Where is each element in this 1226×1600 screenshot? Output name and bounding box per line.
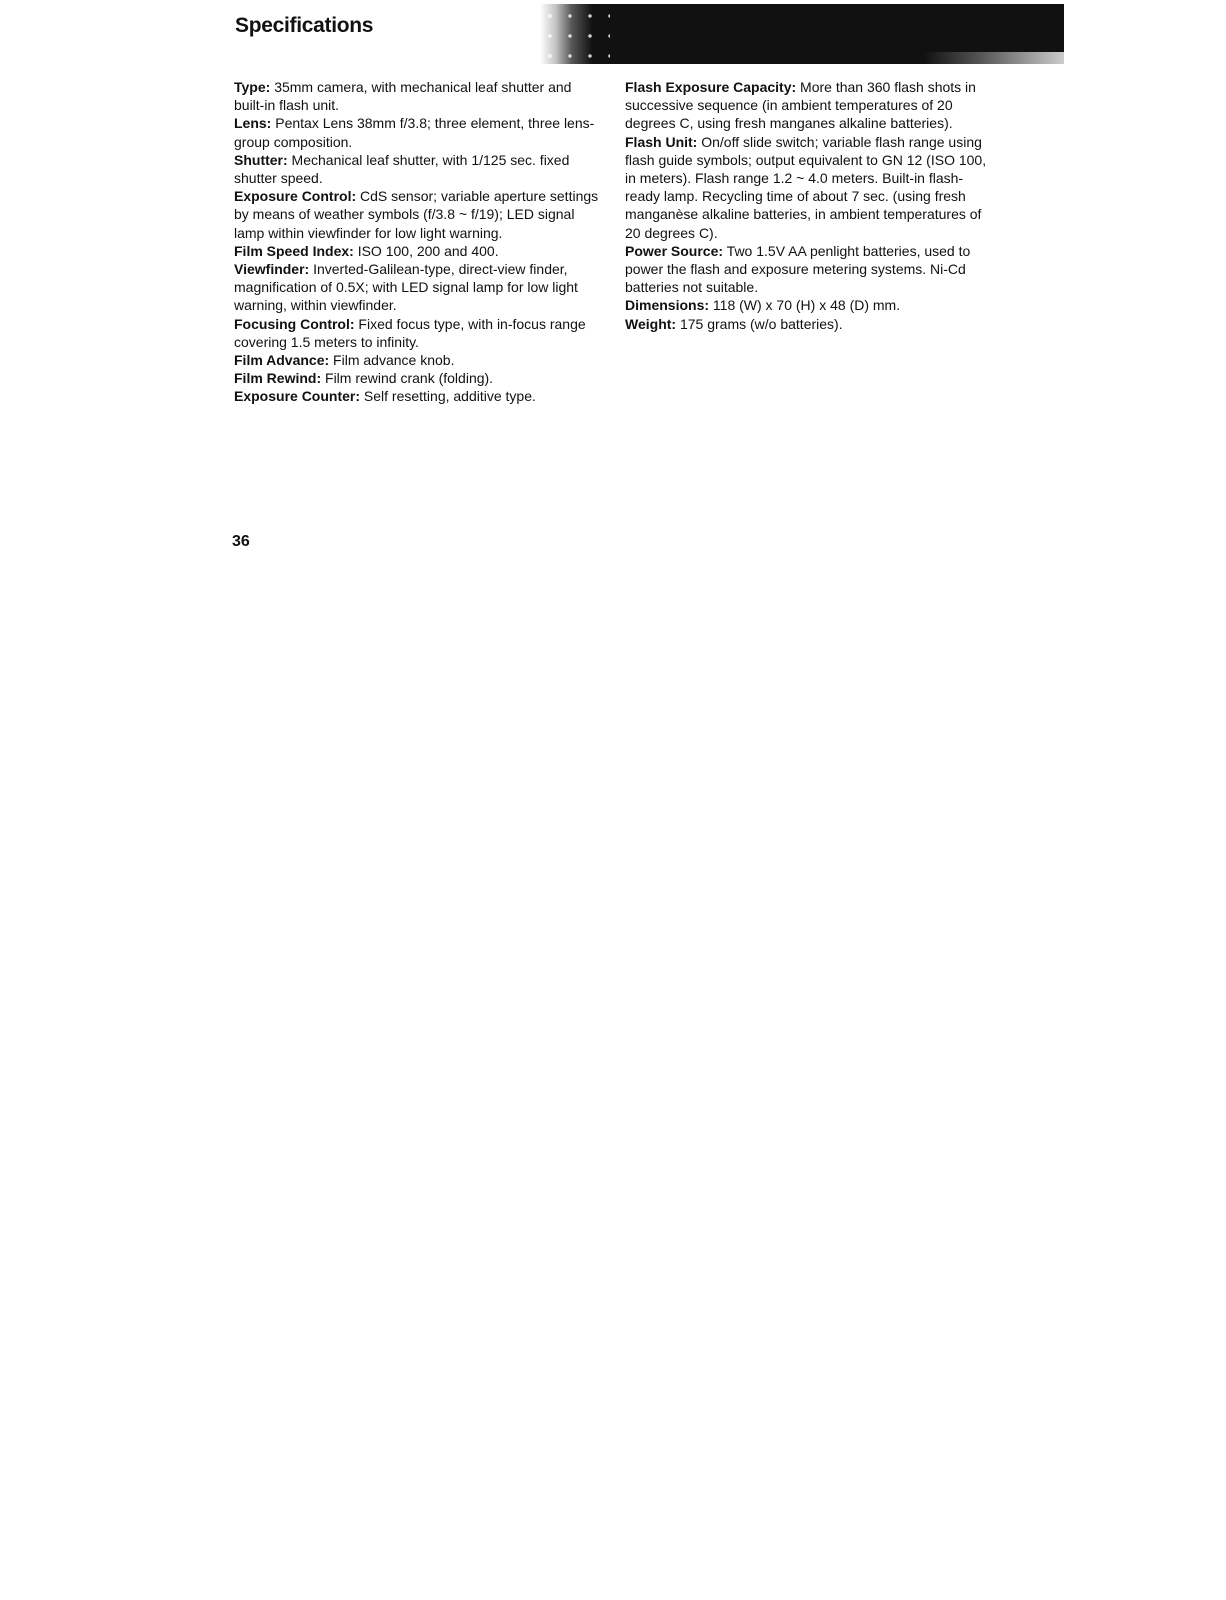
spec-value: Mechanical leaf shutter, with 1/125 sec. fixed shutter speed.	[234, 151, 570, 187]
spec-weight	[625, 315, 995, 333]
spec-label: Viewfinder:	[234, 261, 310, 278]
spec-shutter	[234, 151, 604, 187]
spec-label: Exposure Control:	[234, 188, 357, 205]
spec-value: Fixed focus type, with in-focus range covering 1.5 meters to infinity.	[234, 315, 586, 350]
spec-value: Inverted-Galilean-type, direct-view finder, magnification of 0.5X; with LED signal lamp for low light warning, within viewfinder.	[234, 261, 578, 314]
spec-flash-unit	[625, 133, 995, 242]
spec-column-right	[625, 78, 995, 333]
spec-label: Dimensions:	[625, 297, 710, 314]
spec-value: ISO 100, 200 and 400.	[353, 242, 499, 259]
spec-dimensions	[625, 296, 995, 314]
spec-label: Focusing Control:	[234, 315, 355, 332]
spec-label: Film Rewind:	[234, 370, 322, 387]
spec-label: Weight:	[625, 315, 677, 332]
spec-lens	[234, 114, 604, 150]
spec-value: CdS sensor; variable aperture settings by means of weather symbols (f/3.8 ~ f/19); LED signal lamp within viewfinder for low light warning.	[234, 188, 599, 241]
spec-label: Type:	[234, 79, 271, 95]
spec-focusing-control	[234, 315, 604, 351]
spec-exposure-counter	[234, 387, 604, 405]
spec-label: Film Speed Index:	[234, 242, 354, 259]
spec-value: 35mm camera, with mechanical leaf shutter and built-in flash unit.	[234, 79, 572, 114]
spec-value: Film advance knob.	[329, 352, 455, 369]
spec-value: Pentax Lens 38mm f/3.8; three element, three lens-group composition.	[234, 115, 595, 150]
header-decorative-bar	[540, 4, 1064, 64]
spec-exposure-control	[234, 187, 604, 242]
spec-label: Lens:	[234, 115, 272, 132]
spec-label: Power Source:	[625, 242, 724, 259]
spec-label: Exposure Counter:	[234, 388, 361, 405]
spec-flash-exposure-capacity	[625, 78, 995, 133]
spec-value: Film rewind crank (folding).	[321, 370, 494, 387]
spec-film-rewind	[234, 369, 604, 387]
spec-value: More than 360 flash shots in successive sequence (in ambient temperatures of 20 degrees C, using fresh manganes alkaline batteries).	[625, 79, 976, 132]
spec-type	[234, 78, 604, 114]
page-title: Specifications	[235, 14, 374, 37]
spec-value: 118 (W) x 70 (H) x 48 (D) mm.	[709, 297, 901, 314]
spec-film-speed-index	[234, 242, 604, 260]
spec-label: Flash Exposure Capacity:	[625, 79, 797, 95]
spec-value: On/off slide switch; variable flash range using flash guide symbols; output equivalent to GN 12 (ISO 100, in meters). Flash range 1.2 ~ 4.0 meters. Built-in flash-ready lamp. Recycling time of about 7 sec. (using fresh manganèse alkaline batteries, in ambient temperatures of 20 degrees C).	[625, 133, 987, 241]
spec-label: Shutter:	[234, 151, 288, 168]
spec-column-left	[234, 78, 604, 406]
page-number: 36	[232, 533, 250, 550]
spec-label: Film Advance:	[234, 352, 330, 369]
spec-value: Two 1.5V AA penlight batteries, used to power the flash and exposure metering systems. Ni-Cd batteries not suitable.	[625, 242, 971, 296]
spec-label: Flash Unit:	[625, 133, 698, 150]
spec-value: Self resetting, additive type.	[360, 388, 536, 405]
spec-power-source	[625, 242, 995, 297]
spec-film-advance	[234, 351, 604, 369]
spec-value: 175 grams (w/o batteries).	[676, 315, 843, 332]
spec-viewfinder	[234, 260, 604, 315]
